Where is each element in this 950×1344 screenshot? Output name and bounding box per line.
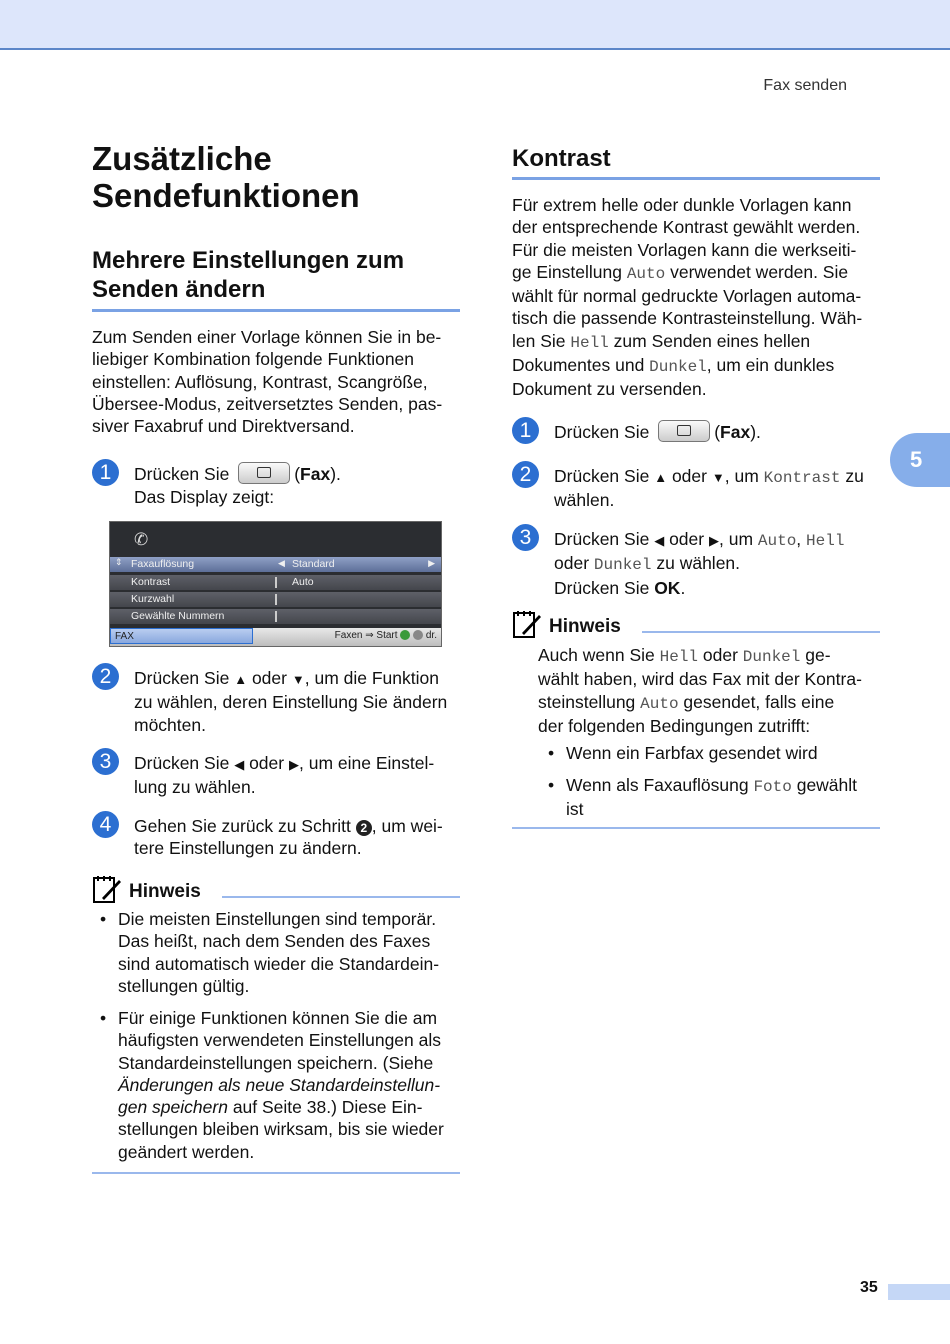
step-text: oder	[249, 753, 285, 773]
step-number: 4	[92, 811, 119, 838]
page-number-bar	[888, 1284, 950, 1300]
step-number: 1	[92, 459, 119, 486]
intro-line: siver Faxabruf und Direktversand.	[92, 416, 355, 437]
step-ref-badge: 2	[356, 820, 372, 836]
kontrast-step-3-text: Drücken Sie ◀ oder ▶, um Auto, Hell oder Dunkel zu wählen. Drücken Sie OK.	[554, 529, 845, 598]
body-text: verwendet werden. Sie	[665, 261, 849, 282]
note-line: der folgenden Bedingungen zutrifft:	[538, 715, 811, 736]
body-line: Dokument zu versenden.	[512, 379, 707, 400]
step-1-text: Drücken Sie (Fax). Das Display zeigt:	[134, 464, 341, 508]
cross-reference: Änderungen als neue Standardeinstellun-	[118, 1074, 441, 1095]
step-text: , um eine Einstel-	[298, 753, 435, 773]
note-text: oder	[698, 645, 743, 665]
left-arrow-icon: ◀	[654, 533, 665, 548]
body-text: ge Einstellung	[512, 261, 627, 282]
step-text: Drücken Sie	[554, 466, 650, 486]
bullet-dot: •	[548, 775, 555, 795]
body-text: len Sie	[512, 330, 571, 351]
step-text: , um die Funktion	[304, 668, 439, 688]
bullet-text: Wenn ein Farbfax gesendet wird	[566, 743, 818, 763]
start-color-icon	[400, 630, 410, 640]
up-arrow-icon: ▲	[654, 470, 668, 485]
step-number: 3	[92, 748, 119, 775]
lcd-row-value: Auto	[292, 576, 314, 588]
lcd-row	[110, 557, 441, 572]
note-text: gesendet, falls eine	[678, 691, 835, 712]
lcd-row-label: Kurzwahl	[131, 593, 175, 605]
lcd-row-label: Gewählte Nummern	[131, 610, 225, 622]
ok-key-label: OK	[654, 577, 681, 598]
step-text: Das Display zeigt:	[134, 487, 275, 508]
note-text: gewählt	[791, 775, 858, 795]
running-header: Fax senden	[763, 77, 847, 94]
up-arrow-icon: ▲	[234, 672, 248, 687]
heading-rule	[92, 309, 460, 312]
note-line: Das heißt, nach dem Senden des Faxes	[118, 931, 431, 952]
step-text: oder	[669, 529, 705, 549]
lcd-mode: FAX	[110, 628, 253, 644]
lcd-separator	[275, 611, 277, 622]
setting-value: Hell	[659, 648, 699, 666]
note-line: Die meisten Einstellungen sind temporär.	[118, 909, 437, 929]
note-line: sind automatisch wieder die Standardein-	[118, 953, 440, 974]
page-title: Zusätzliche Sendefunktionen	[92, 140, 360, 214]
body-text: , um ein dunkles	[706, 355, 835, 376]
lcd-row-label: Kontrast	[131, 576, 171, 588]
note-pencil-icon	[92, 874, 122, 904]
note-line: stellungen gültig.	[118, 975, 250, 996]
fax-key-label: Fax	[300, 464, 331, 484]
note-line: auf Seite 38.) Diese Ein-	[227, 1097, 423, 1118]
setting-value: Hell	[806, 532, 845, 550]
setting-value: Kontrast	[763, 469, 841, 487]
bullet-dot: •	[100, 1008, 107, 1028]
lcd-display	[109, 521, 442, 647]
top-banner	[0, 0, 950, 50]
fax-key-icon	[238, 462, 290, 484]
step-text: zu	[840, 466, 864, 486]
lcd-status-end: dr.	[425, 630, 437, 641]
page-number: 35	[860, 1279, 878, 1296]
bullet-text	[118, 1007, 444, 1163]
note-text: Wenn als Faxauflösung	[566, 775, 754, 795]
chapter-tab: 5	[890, 433, 950, 487]
step-2-text	[134, 667, 460, 736]
body-line: der entsprechende Kontrast gewählt werden.	[512, 217, 861, 238]
step-text: Drücken Sie	[554, 577, 655, 598]
left-arrow-icon: ◀	[278, 558, 285, 568]
body-line: Für die meisten Vorlagen kann die werkseiti-	[512, 239, 857, 260]
fax-key-label: Fax	[720, 422, 751, 442]
down-arrow-icon: ▼	[711, 470, 725, 485]
note-line: häufigsten verwendeten Einstellungen als	[118, 1030, 441, 1051]
setting-value: Dunkel	[742, 648, 801, 666]
intro-line: einstellen: Auflösung, Kontrast, Scangröße,	[92, 371, 428, 392]
setting-value: Auto	[626, 264, 666, 283]
step-text: Drücken Sie	[554, 422, 650, 442]
note-title-rule	[642, 631, 880, 633]
lcd-row	[110, 575, 441, 590]
down-arrow-icon: ▼	[291, 672, 305, 687]
note-text: ge-	[800, 645, 831, 665]
step-number: 2	[512, 461, 539, 488]
setting-value: Foto	[753, 778, 792, 796]
note-text: Auch wenn Sie	[538, 645, 660, 665]
note-end-rule	[92, 1172, 460, 1174]
lcd-status-text: Faxen ⇒ Start	[334, 630, 398, 641]
lcd-separator	[275, 577, 277, 588]
setting-value: Hell	[570, 333, 609, 352]
step-text: tere Einstellungen zu ändern.	[134, 838, 362, 859]
note-pencil-icon	[512, 609, 542, 639]
note-end-rule	[512, 827, 880, 829]
lcd-row	[110, 592, 441, 607]
note-text: steinstellung	[538, 691, 641, 712]
cross-reference: gen speichern	[118, 1097, 228, 1118]
note-line: wählt haben, wird das Fax mit der Kontra-	[538, 669, 862, 690]
step-number: 3	[512, 524, 539, 551]
step-text: Gehen Sie zurück zu Schritt	[134, 816, 351, 836]
intro-line: Übersee-Modus, zeitversetztes Senden, pas-	[92, 393, 443, 414]
step-text: zu wählen.	[651, 553, 741, 574]
step-text: Drücken Sie	[134, 668, 230, 688]
phone-icon: ✆	[134, 530, 149, 549]
section-title: Kontrast	[512, 145, 611, 172]
step-text: möchten.	[134, 714, 206, 735]
step-text: oder	[251, 668, 287, 688]
note-title: Hinweis	[129, 881, 201, 902]
bullet-dot: •	[548, 743, 555, 763]
lcd-separator	[275, 594, 277, 605]
setting-value: Auto	[640, 694, 679, 713]
kontrast-step-1-text: Drücken Sie (Fax).	[554, 422, 761, 442]
step-text: Drücken Sie	[554, 529, 650, 549]
body-line: Für extrem helle oder dunkle Vorlagen kann	[512, 195, 852, 215]
step-text: Drücken Sie	[134, 464, 230, 484]
lcd-status-bar	[110, 628, 441, 646]
section-heading-kontrast	[512, 144, 880, 173]
note-line: ist	[566, 799, 584, 820]
section-title: Mehrere Einstellungen zum Senden ändern	[92, 247, 405, 303]
intro-line: liebiger Kombination folgende Funktionen	[92, 349, 415, 370]
bullet-text	[118, 908, 439, 997]
step-text: oder	[554, 553, 594, 574]
step-number: 1	[512, 417, 539, 444]
step-text: wählen.	[554, 490, 615, 511]
body-text: Dokumentes und	[512, 355, 650, 376]
kontrast-step-2-text	[554, 465, 880, 512]
lcd-row-label: Faxauflösung	[131, 558, 195, 570]
body-text: zum Senden eines hellen	[608, 330, 811, 351]
section-heading-settings	[92, 246, 460, 304]
step-text: , um wei-	[371, 816, 443, 836]
left-arrow-icon: ◀	[234, 757, 245, 772]
start-mono-icon	[413, 630, 423, 640]
step-text: oder	[671, 466, 707, 486]
bullet-text	[566, 774, 857, 821]
note-title-rule	[222, 896, 460, 898]
note-line: Für einige Funktionen können Sie die am	[118, 1008, 438, 1028]
step-text: , um	[724, 466, 764, 486]
setting-value: Auto	[757, 532, 797, 550]
setting-value: Dunkel	[649, 358, 707, 377]
intro-line: Zum Senden einer Vorlage können Sie in be-	[92, 327, 442, 347]
heading-rule	[512, 177, 880, 180]
right-arrow-icon: ▶	[428, 558, 435, 568]
bullet-dot: •	[100, 909, 107, 929]
fax-key-icon	[658, 420, 710, 442]
lcd-status	[335, 630, 437, 641]
step-text: lung zu wählen.	[134, 777, 256, 798]
step-text: zu wählen, deren Einstellung Sie ändern	[134, 692, 448, 713]
body-line: wählt für normal gedruckte Vorlagen automa-	[512, 286, 862, 307]
note-line: stellungen bleiben wirksam, bis sie wieder	[118, 1119, 444, 1140]
setting-value: Dunkel	[593, 556, 652, 575]
right-arrow-icon: ▶	[708, 533, 719, 548]
right-arrow-icon: ▶	[288, 757, 299, 772]
step-4-text	[134, 815, 460, 860]
note-line: Standardeinstellungen speichern. (Siehe	[118, 1052, 434, 1073]
lcd-row	[110, 609, 441, 624]
scroll-arrows-icon: ⇕	[115, 557, 123, 567]
note-paragraph	[538, 644, 880, 737]
lcd-row-value: Standard	[292, 558, 335, 570]
step-text: , um	[718, 529, 758, 549]
intro-paragraph	[92, 326, 442, 437]
body-line: tisch die passende Kontrasteinstellung. Wäh-	[512, 308, 863, 329]
note-line: geändert werden.	[118, 1141, 255, 1162]
kontrast-paragraph	[512, 194, 862, 401]
step-text: Drücken Sie	[134, 753, 230, 773]
step-number: 2	[92, 663, 119, 690]
note-title: Hinweis	[549, 616, 621, 637]
step-3-text	[134, 752, 460, 799]
